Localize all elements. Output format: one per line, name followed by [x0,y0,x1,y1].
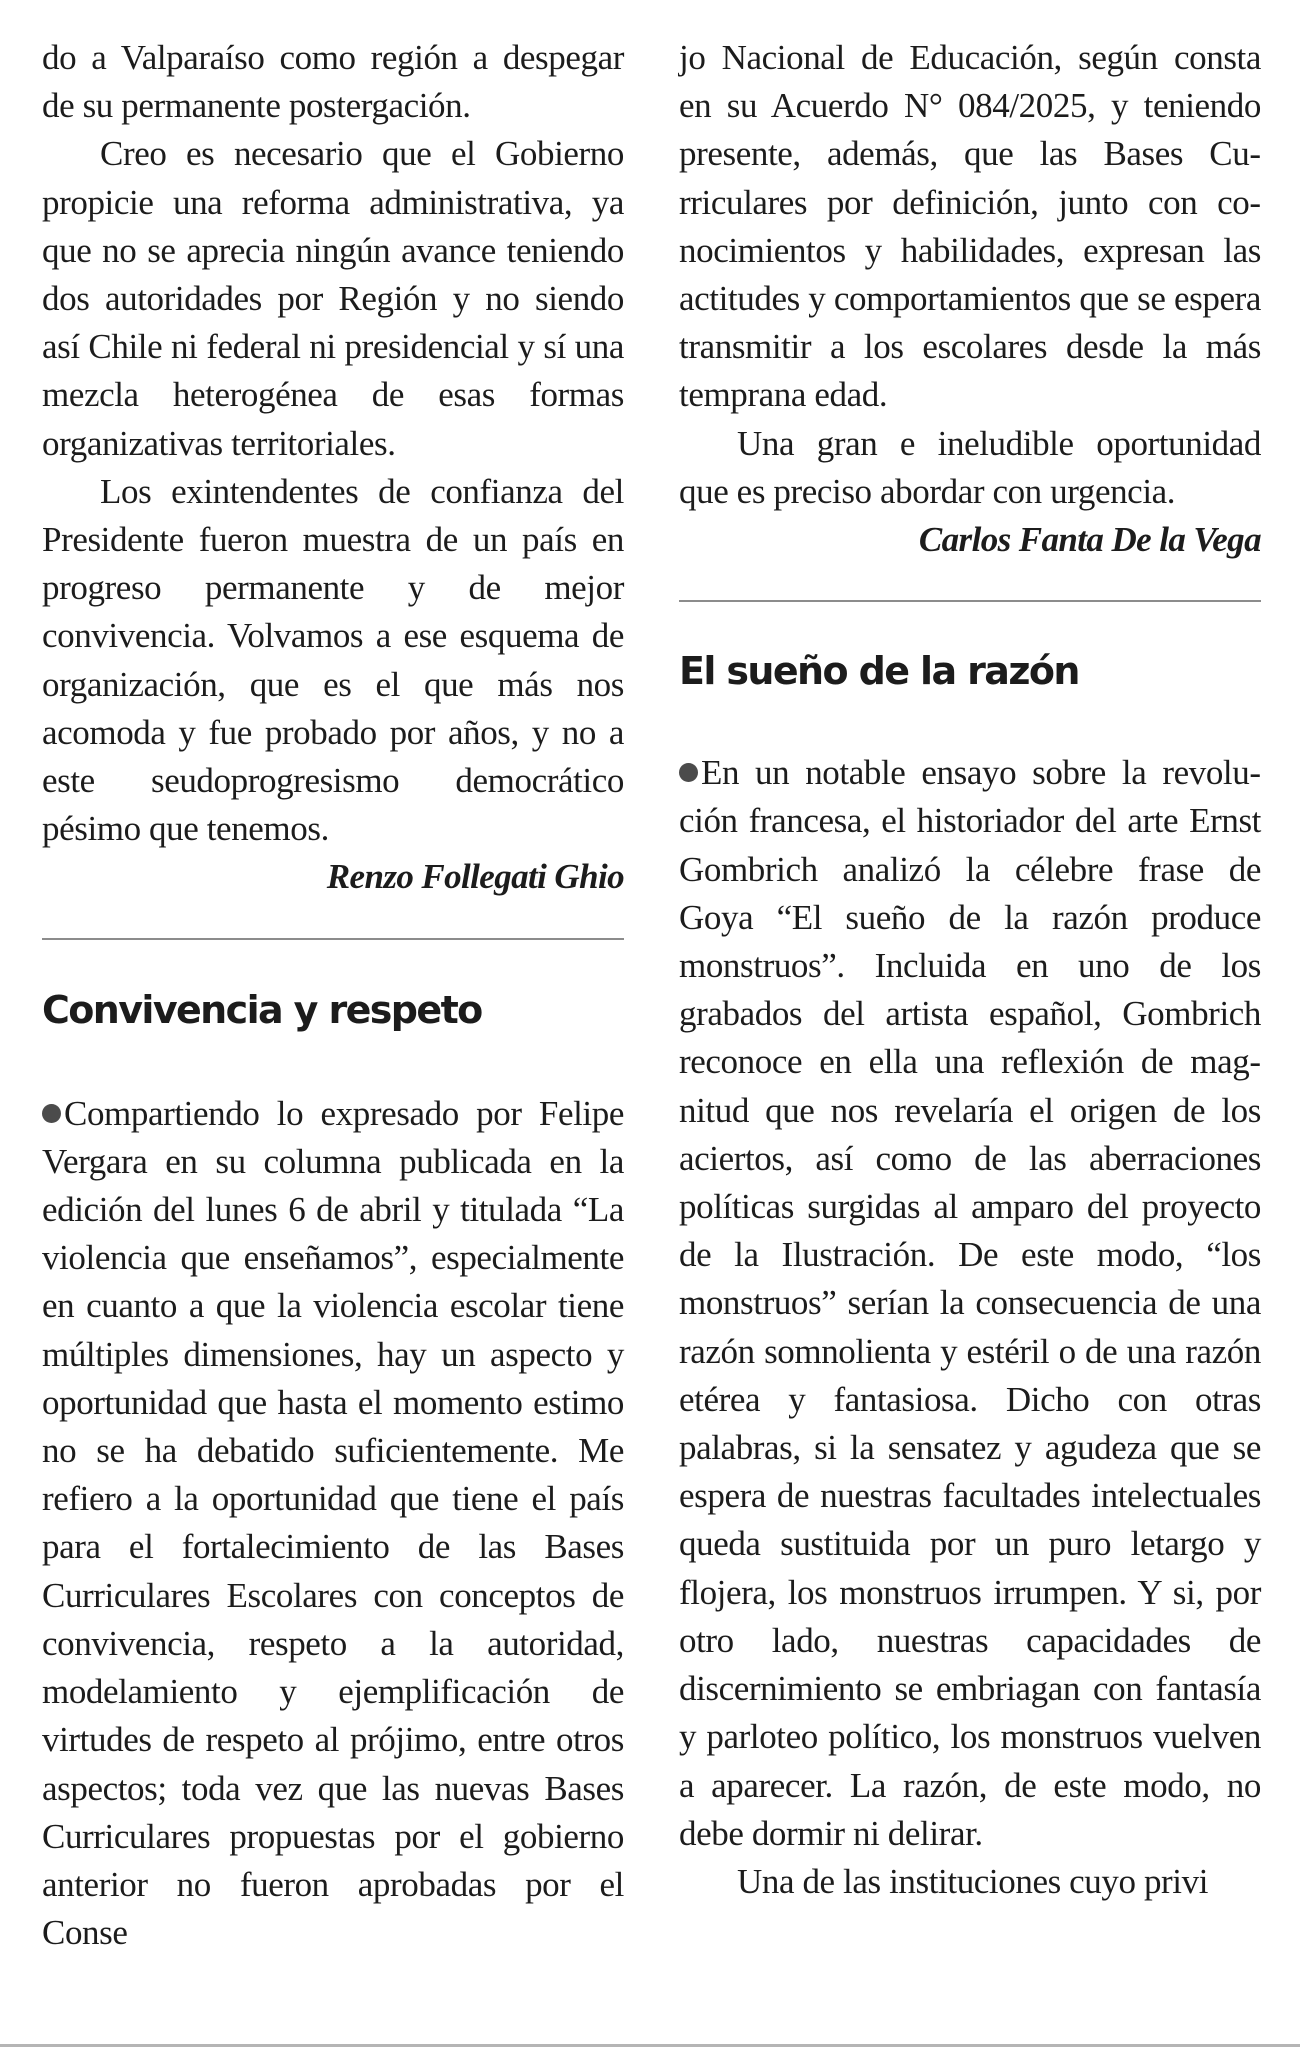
letter-paragraph: Los exintendentes de confianza del Presidente fueron muestra de un país en progreso permanente y de mejor convivencia. Volvamos a ese esquema de organización, que es el que más nos acomoda y fue probado por años, y no a este seudoprogresismo democrático pésimo que tenemos. [42,471,624,849]
letter-signature: Renzo Follegati Ghio [326,857,624,897]
section-divider [42,938,624,940]
bullet-icon [42,1104,61,1123]
bullet-icon [679,763,698,782]
letter-continuation-paragraph: do a Valparaíso como región a despegar de su permanente postergación. [42,38,624,126]
letter-paragraph: Una de las instituciones cuyo privi [737,1861,1209,1901]
right-column [679,34,1261,1906]
letter-paragraph: Creo es necesario que el Gobierno propicie una reforma administrativa, ya que no se aprecia ningún avance teniendo dos autoridades por Región y no siendo así Chile ni federal ni presidencial y sí una mezcla heterogénea de esas formas organizativas territoriales. [42,134,624,463]
letter-body-paragraph [42,1090,624,1958]
letter-signature: Carlos Fanta De la Vega [918,520,1261,560]
letter-continuation-paragraph: jo Nacional de Educación, según consta en su Acuerdo N° 084/2025, y teniendo presente, además, que las Bases Curriculares por definición, junto con conocimientos y habilidades, expresan las actitudes y comportamientos que se espera transmitir a los escolares desde la más temprana edad. [679,38,1261,415]
section-divider [679,600,1261,602]
letter-body-text: Compartiendo lo expresado por Felipe Vergara en su columna publicada en la edición del lunes 6 de abril y titulada “La violencia que enseñamos”, especialmente en cuanto a que la violencia escolar tiene múltiples dimensiones, hay un aspecto y oportunidad que hasta el momento estimo no se ha debatido suficientemente. Me refiero a la oportunidad que tiene el país para el fortalecimiento de las Bases Curriculares Escolares con conceptos de convivencia, respeto a la autoridad, modelamiento y ejemplificación de virtudes de respeto al prójimo, entre otros aspectos; toda vez que las nuevas Bases Curriculares propuestas por el gobierno anterior no fueron aprobadas por el Conse [42,1093,624,1953]
letter-title: Convivencia y respeto [42,987,482,1032]
letter-body-text: En un notable ensayo sobre la revolución francesa, el historiador del arte Ernst Gombrich analizó la célebre frase de Goya “El sueño de la razón produce monstruos”. Incluida en uno de los grabados del artista español, Gombrich reconoce en ella una reflexión de magnitud que nos revelaría el origen de los aciertos, así como de las aberraciones políticas surgidas al amparo del proyecto de la Ilustración. De este modo, “los monstruos” serían la consecuencia de una razón somnolienta y estéril o de una razón etérea y fantasiosa. Dicho con otras palabras, si la sensatez y agudeza que se espera de nuestras facultades intelectuales queda sustituida por un puro letargo y flojera, los monstruos irrumpen. Y si, por otro lado, nuestras capacidades de discernimiento se embriagan con fantasía y parloteo político, los monstruos vuelven a aparecer. La razón, de este modo, no debe dormir ni delirar. [679,753,1261,1853]
letter-body-paragraph [679,749,1261,1858]
letter-title: El sueño de la razón [679,649,1079,694]
letter-paragraph: Una gran e ineludible oportunidad que es preciso abordar con urgencia. [679,423,1261,511]
page-bottom-rule [0,2044,1300,2047]
left-column [42,34,624,1957]
